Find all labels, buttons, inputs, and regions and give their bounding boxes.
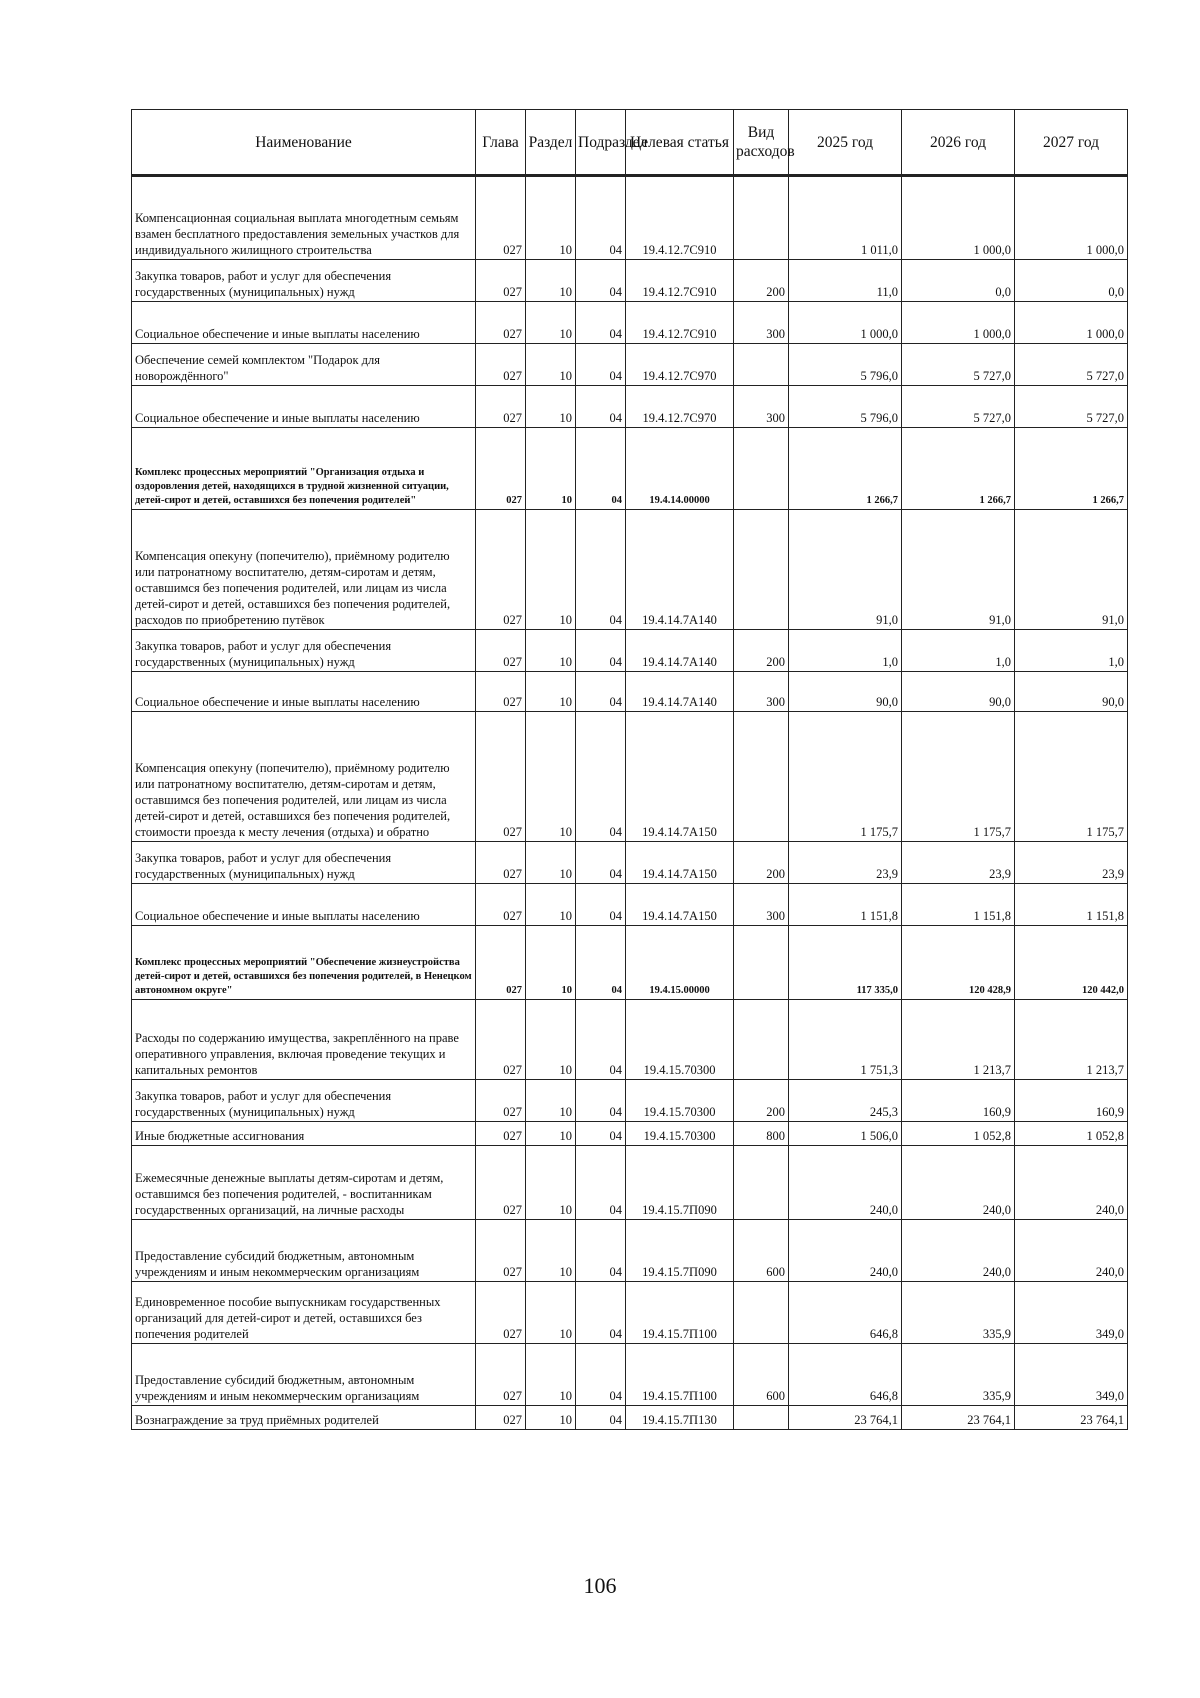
cell-y2027: 1 266,7 bbox=[1015, 428, 1128, 510]
cell-glava: 027 bbox=[476, 1080, 526, 1122]
cell-y2027: 91,0 bbox=[1015, 510, 1128, 630]
cell-name: Единовременное пособие выпускникам государственных организаций для детей-сирот и детей, оставшихся без попечения родителей bbox=[132, 1282, 476, 1344]
cell-y2025: 240,0 bbox=[789, 1220, 902, 1282]
cell-name: Компенсационная социальная выплата многодетным семьям взамен бесплатного предоставления земельных участков для индивидуального жилищного строительства bbox=[132, 176, 476, 260]
table-row bbox=[132, 386, 1128, 428]
cell-vid bbox=[734, 510, 789, 630]
cell-name: Предоставление субсидий бюджетным, автономным учреждениям и иным некоммерческим организациям bbox=[132, 1344, 476, 1406]
cell-target: 19.4.14.7A140 bbox=[626, 630, 734, 672]
cell-razdel: 10 bbox=[526, 1406, 576, 1430]
cell-vid bbox=[734, 1000, 789, 1080]
cell-podrazdel: 04 bbox=[576, 344, 626, 386]
cell-razdel: 10 bbox=[526, 1122, 576, 1146]
cell-razdel: 10 bbox=[526, 884, 576, 926]
cell-y2025: 5 796,0 bbox=[789, 386, 902, 428]
cell-podrazdel: 04 bbox=[576, 1122, 626, 1146]
cell-y2026: 23,9 bbox=[902, 842, 1015, 884]
header-row bbox=[132, 110, 1128, 176]
cell-target: 19.4.15.7П130 bbox=[626, 1406, 734, 1430]
cell-y2027: 1 052,8 bbox=[1015, 1122, 1128, 1146]
cell-target: 19.4.15.70300 bbox=[626, 1122, 734, 1146]
header-razdel: Раздел bbox=[526, 110, 576, 176]
cell-vid bbox=[734, 1282, 789, 1344]
cell-razdel: 10 bbox=[526, 630, 576, 672]
cell-vid bbox=[734, 926, 789, 1000]
cell-razdel: 10 bbox=[526, 1282, 576, 1344]
cell-razdel: 10 bbox=[526, 672, 576, 712]
header-vid: Вид расходов bbox=[734, 110, 789, 176]
cell-podrazdel: 04 bbox=[576, 630, 626, 672]
cell-vid bbox=[734, 712, 789, 842]
cell-target: 19.4.12.7C970 bbox=[626, 386, 734, 428]
cell-y2027: 23,9 bbox=[1015, 842, 1128, 884]
cell-razdel: 10 bbox=[526, 1220, 576, 1282]
cell-vid: 300 bbox=[734, 302, 789, 344]
cell-target: 19.4.12.7C970 bbox=[626, 344, 734, 386]
cell-y2026: 1 052,8 bbox=[902, 1122, 1015, 1146]
header-2026: 2026 год bbox=[902, 110, 1015, 176]
cell-target: 19.4.15.70300 bbox=[626, 1000, 734, 1080]
cell-razdel: 10 bbox=[526, 344, 576, 386]
cell-glava: 027 bbox=[476, 1344, 526, 1406]
header-name: Наименование bbox=[132, 110, 476, 176]
cell-y2027: 160,9 bbox=[1015, 1080, 1128, 1122]
cell-y2026: 1 175,7 bbox=[902, 712, 1015, 842]
table-row bbox=[132, 1080, 1128, 1122]
table-row bbox=[132, 1146, 1128, 1220]
cell-target: 19.4.14.7A150 bbox=[626, 842, 734, 884]
cell-y2025: 1 175,7 bbox=[789, 712, 902, 842]
cell-podrazdel: 04 bbox=[576, 884, 626, 926]
cell-y2027: 0,0 bbox=[1015, 260, 1128, 302]
cell-name: Закупка товаров, работ и услуг для обеспечения государственных (муниципальных) нужд bbox=[132, 1080, 476, 1122]
cell-name: Вознаграждение за труд приёмных родителей bbox=[132, 1406, 476, 1430]
cell-y2025: 1 506,0 bbox=[789, 1122, 902, 1146]
cell-y2026: 91,0 bbox=[902, 510, 1015, 630]
cell-target: 19.4.15.7П100 bbox=[626, 1282, 734, 1344]
cell-target: 19.4.15.70300 bbox=[626, 1080, 734, 1122]
cell-razdel: 10 bbox=[526, 428, 576, 510]
table-row bbox=[132, 884, 1128, 926]
cell-name: Ежемесячные денежные выплаты детям-сиротам и детям, оставшимся без попечения родителей, - воспитанникам государственных организаций, на личные расходы bbox=[132, 1146, 476, 1220]
cell-razdel: 10 bbox=[526, 386, 576, 428]
cell-y2025: 117 335,0 bbox=[789, 926, 902, 1000]
cell-razdel: 10 bbox=[526, 926, 576, 1000]
cell-glava: 027 bbox=[476, 926, 526, 1000]
cell-podrazdel: 04 bbox=[576, 1000, 626, 1080]
cell-vid bbox=[734, 1146, 789, 1220]
cell-name: Компенсация опекуну (попечителю), приёмному родителю или патронатному воспитателю, детям-сиротам и детям, оставшимся без попечения родителей, или лицам из числа детей-сирот и детей, оставшихся без попечения родителей, стоимости проезда к месту лечения (отдыха) и обратно bbox=[132, 712, 476, 842]
cell-y2026: 1 266,7 bbox=[902, 428, 1015, 510]
cell-y2026: 5 727,0 bbox=[902, 386, 1015, 428]
table-row bbox=[132, 1220, 1128, 1282]
cell-y2026: 90,0 bbox=[902, 672, 1015, 712]
cell-y2027: 1 000,0 bbox=[1015, 302, 1128, 344]
cell-vid: 800 bbox=[734, 1122, 789, 1146]
cell-glava: 027 bbox=[476, 386, 526, 428]
cell-glava: 027 bbox=[476, 630, 526, 672]
cell-target: 19.4.12.7C910 bbox=[626, 176, 734, 260]
cell-vid: 300 bbox=[734, 672, 789, 712]
cell-razdel: 10 bbox=[526, 712, 576, 842]
cell-y2025: 646,8 bbox=[789, 1344, 902, 1406]
cell-podrazdel: 04 bbox=[576, 302, 626, 344]
cell-target: 19.4.15.7П090 bbox=[626, 1146, 734, 1220]
cell-target: 19.4.14.7A150 bbox=[626, 712, 734, 842]
cell-y2027: 5 727,0 bbox=[1015, 386, 1128, 428]
cell-name: Предоставление субсидий бюджетным, автономным учреждениям и иным некоммерческим организациям bbox=[132, 1220, 476, 1282]
cell-vid: 200 bbox=[734, 630, 789, 672]
cell-y2026: 160,9 bbox=[902, 1080, 1015, 1122]
cell-y2025: 1 151,8 bbox=[789, 884, 902, 926]
table-body bbox=[132, 176, 1128, 1430]
cell-glava: 027 bbox=[476, 1122, 526, 1146]
cell-y2025: 11,0 bbox=[789, 260, 902, 302]
cell-y2026: 1 151,8 bbox=[902, 884, 1015, 926]
cell-name: Социальное обеспечение и иные выплаты населению bbox=[132, 884, 476, 926]
cell-vid bbox=[734, 176, 789, 260]
cell-glava: 027 bbox=[476, 260, 526, 302]
cell-glava: 027 bbox=[476, 1146, 526, 1220]
cell-razdel: 10 bbox=[526, 302, 576, 344]
cell-y2025: 240,0 bbox=[789, 1146, 902, 1220]
cell-podrazdel: 04 bbox=[576, 1344, 626, 1406]
header-glava: Глава bbox=[476, 110, 526, 176]
cell-glava: 027 bbox=[476, 428, 526, 510]
cell-y2027: 1,0 bbox=[1015, 630, 1128, 672]
table-header bbox=[132, 110, 1128, 176]
cell-y2025: 91,0 bbox=[789, 510, 902, 630]
cell-vid: 600 bbox=[734, 1220, 789, 1282]
cell-podrazdel: 04 bbox=[576, 428, 626, 510]
cell-podrazdel: 04 bbox=[576, 260, 626, 302]
page-number: 106 bbox=[583, 1573, 617, 1598]
cell-y2027: 5 727,0 bbox=[1015, 344, 1128, 386]
cell-glava: 027 bbox=[476, 1000, 526, 1080]
table-row bbox=[132, 1344, 1128, 1406]
cell-vid: 200 bbox=[734, 842, 789, 884]
cell-razdel: 10 bbox=[526, 1000, 576, 1080]
cell-vid bbox=[734, 1406, 789, 1430]
cell-glava: 027 bbox=[476, 842, 526, 884]
cell-y2025: 90,0 bbox=[789, 672, 902, 712]
cell-razdel: 10 bbox=[526, 1146, 576, 1220]
cell-y2026: 1 000,0 bbox=[902, 302, 1015, 344]
cell-target: 19.4.12.7C910 bbox=[626, 302, 734, 344]
cell-podrazdel: 04 bbox=[576, 672, 626, 712]
cell-vid: 300 bbox=[734, 884, 789, 926]
cell-target: 19.4.15.00000 bbox=[626, 926, 734, 1000]
cell-name: Комплекс процессных мероприятий "Обеспечение жизнеустройства детей-сирот и детей, оставшихся без попечения родителей, в Ненецком автономном округе" bbox=[132, 926, 476, 1000]
cell-y2025: 1 266,7 bbox=[789, 428, 902, 510]
cell-y2026: 120 428,9 bbox=[902, 926, 1015, 1000]
cell-glava: 027 bbox=[476, 344, 526, 386]
cell-y2025: 23 764,1 bbox=[789, 1406, 902, 1430]
cell-glava: 027 bbox=[476, 884, 526, 926]
cell-target: 19.4.14.7A150 bbox=[626, 884, 734, 926]
cell-y2027: 23 764,1 bbox=[1015, 1406, 1128, 1430]
cell-target: 19.4.14.7A140 bbox=[626, 510, 734, 630]
cell-vid: 200 bbox=[734, 260, 789, 302]
header-podrazdel: Подраздел bbox=[576, 110, 626, 176]
table-row bbox=[132, 176, 1128, 260]
table-row bbox=[132, 1000, 1128, 1080]
cell-podrazdel: 04 bbox=[576, 1282, 626, 1344]
cell-razdel: 10 bbox=[526, 1080, 576, 1122]
cell-podrazdel: 04 bbox=[576, 712, 626, 842]
table-row bbox=[132, 344, 1128, 386]
cell-y2027: 1 213,7 bbox=[1015, 1000, 1128, 1080]
cell-y2026: 335,9 bbox=[902, 1344, 1015, 1406]
cell-glava: 027 bbox=[476, 510, 526, 630]
table-row bbox=[132, 926, 1128, 1000]
cell-razdel: 10 bbox=[526, 260, 576, 302]
cell-y2027: 1 151,8 bbox=[1015, 884, 1128, 926]
cell-razdel: 10 bbox=[526, 842, 576, 884]
cell-podrazdel: 04 bbox=[576, 842, 626, 884]
cell-y2026: 335,9 bbox=[902, 1282, 1015, 1344]
cell-y2025: 245,3 bbox=[789, 1080, 902, 1122]
table-row bbox=[132, 712, 1128, 842]
cell-podrazdel: 04 bbox=[576, 1220, 626, 1282]
cell-y2025: 1 000,0 bbox=[789, 302, 902, 344]
table-row bbox=[132, 1406, 1128, 1430]
header-2027: 2027 год bbox=[1015, 110, 1128, 176]
cell-target: 19.4.14.00000 bbox=[626, 428, 734, 510]
cell-y2027: 240,0 bbox=[1015, 1220, 1128, 1282]
cell-razdel: 10 bbox=[526, 176, 576, 260]
cell-vid: 200 bbox=[734, 1080, 789, 1122]
cell-podrazdel: 04 bbox=[576, 386, 626, 428]
cell-y2026: 0,0 bbox=[902, 260, 1015, 302]
table-row bbox=[132, 1282, 1128, 1344]
cell-y2025: 5 796,0 bbox=[789, 344, 902, 386]
cell-y2026: 23 764,1 bbox=[902, 1406, 1015, 1430]
cell-y2027: 120 442,0 bbox=[1015, 926, 1128, 1000]
cell-glava: 027 bbox=[476, 1282, 526, 1344]
cell-podrazdel: 04 bbox=[576, 510, 626, 630]
cell-y2025: 646,8 bbox=[789, 1282, 902, 1344]
cell-name: Закупка товаров, работ и услуг для обеспечения государственных (муниципальных) нужд bbox=[132, 842, 476, 884]
cell-y2026: 5 727,0 bbox=[902, 344, 1015, 386]
table-row bbox=[132, 428, 1128, 510]
cell-y2027: 349,0 bbox=[1015, 1282, 1128, 1344]
cell-vid: 600 bbox=[734, 1344, 789, 1406]
cell-razdel: 10 bbox=[526, 510, 576, 630]
cell-podrazdel: 04 bbox=[576, 1146, 626, 1220]
cell-podrazdel: 04 bbox=[576, 176, 626, 260]
cell-name: Социальное обеспечение и иные выплаты населению bbox=[132, 302, 476, 344]
cell-target: 19.4.15.7П100 bbox=[626, 1344, 734, 1406]
cell-y2025: 1 011,0 bbox=[789, 176, 902, 260]
cell-vid bbox=[734, 344, 789, 386]
cell-y2027: 1 000,0 bbox=[1015, 176, 1128, 260]
cell-glava: 027 bbox=[476, 1220, 526, 1282]
cell-razdel: 10 bbox=[526, 1344, 576, 1406]
cell-y2027: 240,0 bbox=[1015, 1146, 1128, 1220]
cell-y2025: 23,9 bbox=[789, 842, 902, 884]
cell-target: 19.4.14.7A140 bbox=[626, 672, 734, 712]
cell-name: Расходы по содержанию имущества, закреплённого на праве оперативного управления, включая проведение текущих и капитальных ремонтов bbox=[132, 1000, 476, 1080]
table-row bbox=[132, 510, 1128, 630]
cell-podrazdel: 04 bbox=[576, 1406, 626, 1430]
cell-podrazdel: 04 bbox=[576, 926, 626, 1000]
cell-y2026: 1,0 bbox=[902, 630, 1015, 672]
cell-name: Иные бюджетные ассигнования bbox=[132, 1122, 476, 1146]
cell-target: 19.4.12.7C910 bbox=[626, 260, 734, 302]
cell-name: Закупка товаров, работ и услуг для обеспечения государственных (муниципальных) нужд bbox=[132, 260, 476, 302]
cell-glava: 027 bbox=[476, 302, 526, 344]
cell-name: Компенсация опекуну (попечителю), приёмному родителю или патронатному воспитателю, детям-сиротам и детям, оставшимся без попечения родителей, или лицам из числа детей-сирот и детей, оставшихся без попечения родителей, расходов по приобретению путёвок bbox=[132, 510, 476, 630]
cell-y2025: 1,0 bbox=[789, 630, 902, 672]
table-row bbox=[132, 672, 1128, 712]
header-target: Целевая статья bbox=[626, 110, 734, 176]
cell-y2026: 240,0 bbox=[902, 1220, 1015, 1282]
cell-y2026: 1 213,7 bbox=[902, 1000, 1015, 1080]
cell-name: Закупка товаров, работ и услуг для обеспечения государственных (муниципальных) нужд bbox=[132, 630, 476, 672]
cell-y2027: 349,0 bbox=[1015, 1344, 1128, 1406]
cell-glava: 027 bbox=[476, 1406, 526, 1430]
cell-glava: 027 bbox=[476, 176, 526, 260]
cell-y2026: 1 000,0 bbox=[902, 176, 1015, 260]
budget-table-sheet bbox=[131, 109, 1127, 1430]
table-row bbox=[132, 302, 1128, 344]
cell-glava: 027 bbox=[476, 712, 526, 842]
cell-name: Социальное обеспечение и иные выплаты населению bbox=[132, 672, 476, 712]
cell-podrazdel: 04 bbox=[576, 1080, 626, 1122]
cell-y2027: 1 175,7 bbox=[1015, 712, 1128, 842]
budget-table bbox=[131, 109, 1128, 1430]
table-row bbox=[132, 842, 1128, 884]
cell-y2025: 1 751,3 bbox=[789, 1000, 902, 1080]
cell-name: Обеспечение семей комплектом "Подарок для новорождённого" bbox=[132, 344, 476, 386]
cell-y2026: 240,0 bbox=[902, 1146, 1015, 1220]
cell-y2027: 90,0 bbox=[1015, 672, 1128, 712]
cell-glava: 027 bbox=[476, 672, 526, 712]
cell-vid bbox=[734, 428, 789, 510]
cell-target: 19.4.15.7П090 bbox=[626, 1220, 734, 1282]
cell-vid: 300 bbox=[734, 386, 789, 428]
table-row bbox=[132, 630, 1128, 672]
table-row bbox=[132, 260, 1128, 302]
table-row bbox=[132, 1122, 1128, 1146]
header-2025: 2025 год bbox=[789, 110, 902, 176]
cell-name: Социальное обеспечение и иные выплаты населению bbox=[132, 386, 476, 428]
cell-name: Комплекс процессных мероприятий "Организация отдыха и оздоровления детей, находящихся в трудной жизненной ситуации, детей-сирот и детей, оставшихся без попечения родителей" bbox=[132, 428, 476, 510]
